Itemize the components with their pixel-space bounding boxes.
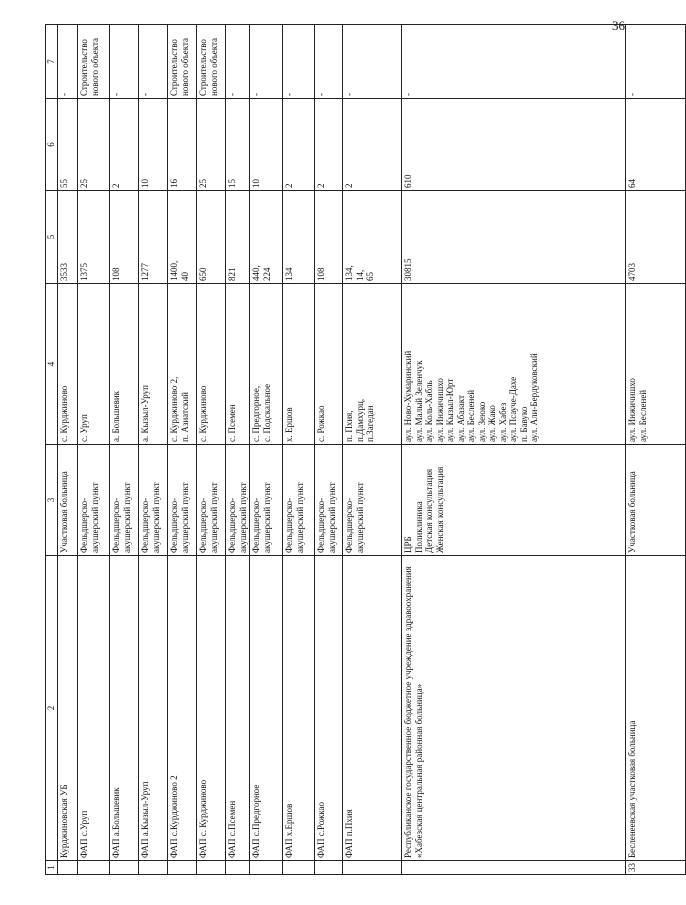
table-cell-c5: 1277 xyxy=(139,191,168,284)
table-cell-c5: 821 xyxy=(226,191,250,284)
table-row xyxy=(283,25,315,875)
table-cell-c7: - xyxy=(315,25,343,99)
table-cell-c3: ЦРБ Поликлиника Детская консультация Женская консультация xyxy=(402,445,626,556)
table-cell-c2: Курджиновская УБ xyxy=(58,556,78,861)
table-cell-c4: с. Псемен xyxy=(226,284,250,445)
table-cell-c1 xyxy=(283,861,315,875)
header-cell: 7 xyxy=(46,25,58,99)
table-cell-c5: 1375 xyxy=(78,191,110,284)
table-cell-c2: ФАП с.Рожкао xyxy=(315,556,343,861)
table-cell-c2: ФАП п.Пхия xyxy=(343,556,402,861)
table-cell-c5: 108 xyxy=(110,191,139,284)
table-cell-c4: с. Уруп xyxy=(78,284,110,445)
table-cell-c5: 108 xyxy=(315,191,343,284)
table-cell-c2: ФАП х.Ершов xyxy=(283,556,315,861)
page-number: 36 xyxy=(612,18,625,33)
table-cell-c1 xyxy=(110,861,139,875)
header-cell: 1 xyxy=(46,861,58,875)
table-cell-c6: 2 xyxy=(110,99,139,191)
table-cell-c6: 55 xyxy=(58,99,78,191)
header-cell: 5 xyxy=(46,191,58,284)
table-cell-c1 xyxy=(168,861,197,875)
table-cell-c5: 650 xyxy=(197,191,226,284)
table-cell-c7: Строительство нового объекта xyxy=(197,25,226,99)
table-cell-c5: 134 xyxy=(283,191,315,284)
table-row xyxy=(139,25,168,875)
table-cell-c4: с. Предгорное, с. Подскальное xyxy=(250,284,283,445)
table-cell-c6: 10 xyxy=(250,99,283,191)
table-cell-c5: 30815 xyxy=(402,191,626,284)
table-cell-c3: Фельдшерско- акушерский пункт xyxy=(78,445,110,556)
table-cell-c4: с. Курджиново xyxy=(197,284,226,445)
rotated-table-container xyxy=(45,25,648,875)
header-row xyxy=(46,25,58,875)
table-row xyxy=(402,25,626,875)
table-cell-c5: 1400, 40 xyxy=(168,191,197,284)
table-cell-c1 xyxy=(226,861,250,875)
table-cell-c7: - xyxy=(226,25,250,99)
table-cell-c2: ФАП с.Курджиново 2 xyxy=(168,556,197,861)
table-cell-c6: 25 xyxy=(197,99,226,191)
header-cell: 6 xyxy=(46,99,58,191)
table-cell-c6: 610 xyxy=(402,99,626,191)
table-cell-c4: п. Пхия, п.Дамхурц, п.Загедан xyxy=(343,284,402,445)
table-cell-c7: Строительство нового объекта xyxy=(78,25,110,99)
table-row xyxy=(250,25,283,875)
table-cell-c3: Фельдшерско- акушерский пункт xyxy=(283,445,315,556)
table-cell-c6: 2 xyxy=(315,99,343,191)
table-cell-c2: ФАП с. Курджиново xyxy=(197,556,226,861)
table-row xyxy=(168,25,197,875)
header-cell: 2 xyxy=(46,556,58,861)
table-cell-c6: 2 xyxy=(283,99,315,191)
table-cell-c2: Бесленеевская участковая больница xyxy=(626,556,686,861)
table-row xyxy=(78,25,110,875)
table-row xyxy=(226,25,250,875)
table-cell-c1 xyxy=(197,861,226,875)
table-cell-c4: х. Ершов xyxy=(283,284,315,445)
table-row xyxy=(315,25,343,875)
table-cell-c3: Фельдшерско- акушерский пункт xyxy=(168,445,197,556)
table-body xyxy=(46,25,686,875)
table-cell-c7: - xyxy=(626,25,686,99)
table-cell-c3: Фельдшерско- акушерский пункт xyxy=(250,445,283,556)
table-cell-c7: - xyxy=(110,25,139,99)
table-cell-c6: 2 xyxy=(343,99,402,191)
table-cell-c7: - xyxy=(58,25,78,99)
table-cell-c2: ФАП с.Предгорное xyxy=(250,556,283,861)
table-cell-c3: Фельдшерско- акушерский пункт xyxy=(139,445,168,556)
table-cell-c4: с. Курджиново xyxy=(58,284,78,445)
table-cell-c3: Фельдшерско- акушерский пункт xyxy=(226,445,250,556)
table-row xyxy=(197,25,226,875)
header-cell: 4 xyxy=(46,284,58,445)
table-cell-c7: - xyxy=(343,25,402,99)
table-cell-c4: а. Кызыл-Уруп xyxy=(139,284,168,445)
table-cell-c7: - xyxy=(250,25,283,99)
table-cell-c6: 10 xyxy=(139,99,168,191)
table-cell-c4: а. Большевик xyxy=(110,284,139,445)
table-cell-c3: Фельдшерско- акушерский пункт xyxy=(315,445,343,556)
header-cell: 3 xyxy=(46,445,58,556)
table-cell-c3: Фельдшерско- акушерский пункт xyxy=(110,445,139,556)
table-cell-c6: 25 xyxy=(78,99,110,191)
table-cell-c4: с. Рожкао xyxy=(315,284,343,445)
table-cell-c7: Строительство нового объекта xyxy=(168,25,197,99)
table-cell-c1 xyxy=(139,861,168,875)
facilities-table xyxy=(45,24,686,875)
table-cell-c1 xyxy=(402,861,626,875)
table-cell-c1: 33 xyxy=(626,861,686,875)
table-cell-c1 xyxy=(78,861,110,875)
table-cell-c1 xyxy=(250,861,283,875)
table-cell-c4: аул. Ново-Хумаринский аул. Малый Зеленчук аул. Коль-Хабль аул. Инжичишхо аул. Кызыл-Юрт аул. Абазакт аул. Бесленей аул. Зеюко аул. Жако аул. Хабез аул. Псауче-Дахе п. Бавуко аул. Али-Бердуковский xyxy=(402,284,626,445)
table-cell-c6: 16 xyxy=(168,99,197,191)
table-cell-c1 xyxy=(315,861,343,875)
table-row xyxy=(343,25,402,875)
table-cell-c2: ФАП а.Кызыл-Уруп xyxy=(139,556,168,861)
table-cell-c3: Участковая больница xyxy=(58,445,78,556)
table-cell-c5: 134, 14, 65 xyxy=(343,191,402,284)
table-cell-c1 xyxy=(58,861,78,875)
table-cell-c5: 440, 224 xyxy=(250,191,283,284)
table-cell-c7: - xyxy=(139,25,168,99)
table-cell-c3: Фельдшерско- акушерский пункт xyxy=(343,445,402,556)
table-cell-c7: - xyxy=(283,25,315,99)
table-cell-c5: 3533 xyxy=(58,191,78,284)
table-cell-c3: Фельдшерско- акушерский пункт xyxy=(197,445,226,556)
table-cell-c4: с. Курджиново 2, п. Азиатский xyxy=(168,284,197,445)
table-row xyxy=(58,25,78,875)
table-cell-c6: 64 xyxy=(626,99,686,191)
table-cell-c2: ФАП с.Псемен xyxy=(226,556,250,861)
table-cell-c2: ФАП а.Большевик xyxy=(110,556,139,861)
table-row xyxy=(626,25,686,875)
table-cell-c4: аул. Инжичишхо аул. Бесленей xyxy=(626,284,686,445)
table-cell-c7: - xyxy=(402,25,626,99)
table-cell-c6: 15 xyxy=(226,99,250,191)
table-cell-c2: ФАП с.Уруп xyxy=(78,556,110,861)
table-row xyxy=(110,25,139,875)
table-cell-c3: Участковая больница xyxy=(626,445,686,556)
table-cell-c2: Республиканское государственное бюджетное учреждение здравоохранения «Хабезская центральная районная больница» xyxy=(402,556,626,861)
table-cell-c1 xyxy=(343,861,402,875)
table-cell-c5: 4703 xyxy=(626,191,686,284)
